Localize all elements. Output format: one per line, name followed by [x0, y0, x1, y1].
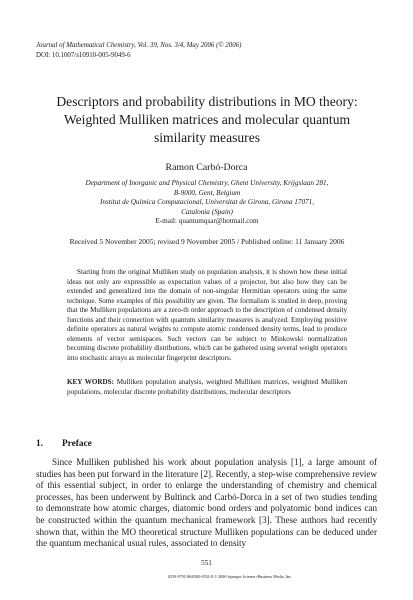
section-heading — [36, 439, 92, 449]
keywords — [67, 378, 347, 397]
body-paragraph: Since Mulliken published his work about population analysis [1], a large amount of studies has been put forward in the literature [2]. Recently, a step-wise comprehensive review of this essential subject, in order to enlarge the understanding of chemistry and chemical processes, has been underwent by Bultinck and Carbó-Dorca in a set of two studies tending to demonstrate how atomic charges, diatomic bond orders and polyatomic bond indices can be constructed within the quantum mechanical framework [3]. These authors had recently shown that, within the MO theoretical structure Mulliken populations can be deduced under the quantum mechanical usual rules, associated to density — [36, 457, 377, 549]
paper-title: Descriptors and probability distributions in MO theory: Weighted Mulliken matrices and molecular quantum similarity measures — [56, 94, 358, 146]
affiliation-line: B-9000, Gent, Belgium — [173, 188, 241, 197]
abstract: Starting from the original Mulliken study on population analysis, it is shown how these initial ideas not only are expressible as expectation values of a projector, but also how they can be extended and generalized into the domain of non-singular Hermitian operators using the same technique. Some examples of this possibility are given. The formalism is studied in deep, proving that the Mulliken populations are a zero-th order approach to the description of condensed density functions and their connection with quantum similarity measures is analyzed. Employing positive definite operators as natural weights to compute atomic condensed density terms, lead to produce elements of vector semispaces. Such vectors can be subject to Minkowski normalization becoming discrete probability distributions, which can be gathered using several weight operators into stochastic arrays as molecular fingerprint descriptors. — [67, 268, 347, 362]
journal-citation: Journal of Mathematical Chemistry, Vol. 39, Nos. 3/4, May 2006 (© 2006) — [36, 42, 242, 49]
affiliation-line: Department of Inorganic and Physical Chemistry, Ghent University, Krijgslaan 281, — [85, 179, 329, 187]
received-dates: Received 5 November 2005; revised 9 November 2005 / Published online: 11 January 2006 — [69, 237, 345, 246]
section-title: Preface — [62, 439, 92, 449]
doi: DOI: 10.1007/s10910-005-9049-6 — [36, 52, 131, 59]
keywords-text: Mulliken population analysis, weighted Mulliken matrices, weighted Mulliken populations, molecular discrete probability distributions, molecular descriptors — [67, 378, 348, 396]
affiliation — [60, 179, 354, 217]
affiliation-line: Institut de Química Computacional, Universitat de Girona, Girona 17071, — [99, 198, 315, 207]
section-number: 1. — [36, 439, 43, 449]
author-name: Ramon Carbó-Dorca — [165, 162, 248, 173]
journal-header — [36, 41, 376, 61]
affiliation-line: Catalonia (Spain) — [181, 207, 233, 216]
keywords-label: KEY WORDS: — [67, 378, 114, 386]
page-number: 551 — [201, 559, 212, 567]
author-email: E-mail: quantumqsar@hotmail.com — [155, 217, 259, 225]
copyright-footer: 0259-9791/06/0300-0531/0 © 2006 Springer Science+Business Media, Inc. — [168, 574, 292, 579]
